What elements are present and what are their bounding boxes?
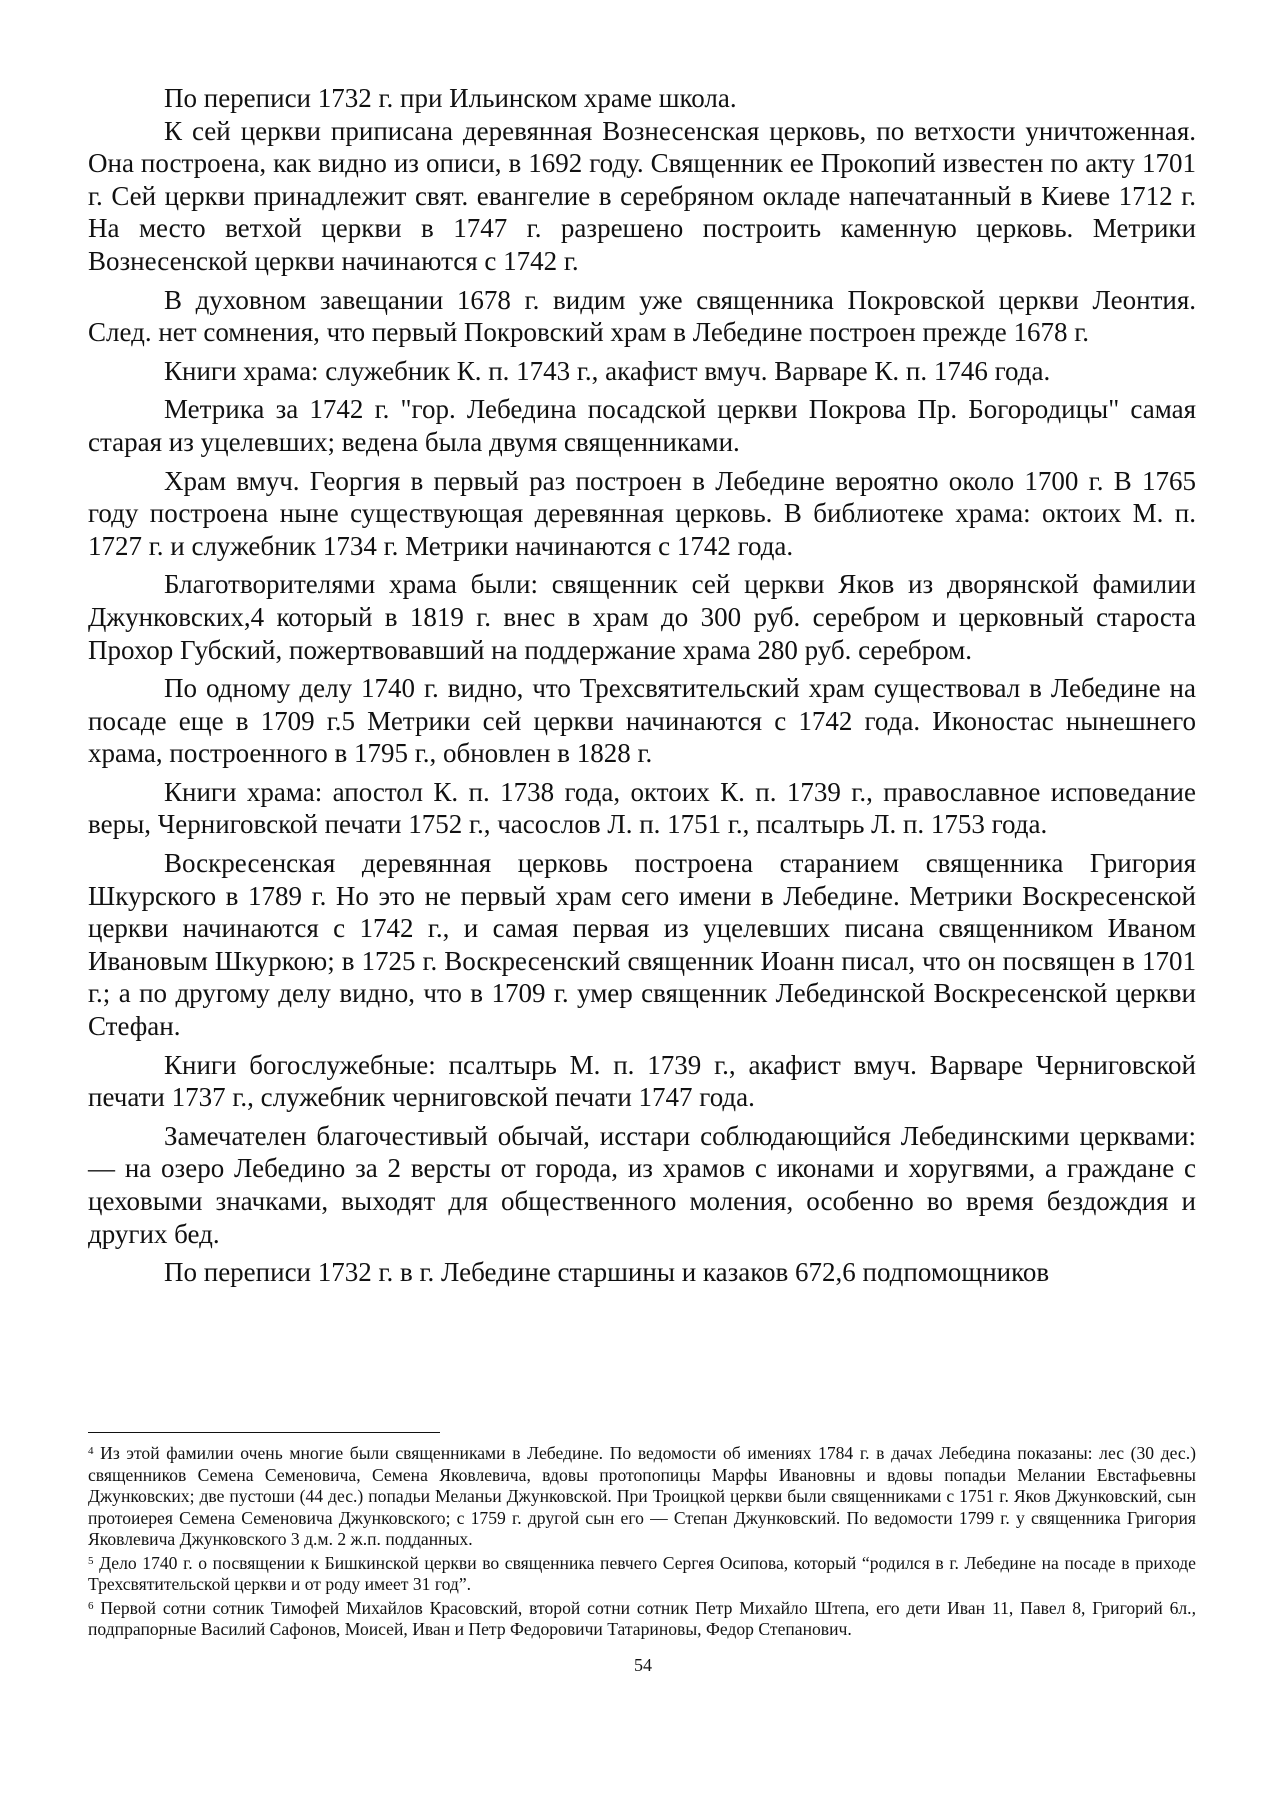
paragraph: По переписи 1732 г. в г. Лебедине старшины и казаков 672,6 подпомощников bbox=[164, 1257, 1050, 1288]
paragraph: Благотворителями храма были: священник сей церкви Яков из дворянской фамилии Джунковских,4 который в 1819 г. внес в храм до 300 руб. серебром и церковный староста Прохор Губский, пожертвовавший на поддержание храма 280 руб. серебром. bbox=[88, 569, 1196, 665]
paragraph: В духовном завещании 1678 г. видим уже священника Покровской церкви Леонтия. След. нет сомнения, что первый Покровский храм в Лебедине построен прежде 1678 г. bbox=[88, 284, 1196, 348]
paragraph: По переписи 1732 г. при Ильинском храме школа. bbox=[164, 83, 737, 113]
footnote bbox=[88, 1553, 1196, 1596]
footnote-number: 4 bbox=[88, 1445, 94, 1457]
page-number: 54 bbox=[634, 1655, 652, 1675]
paragraph: Храм вмуч. Георгия в первый раз построен в Лебедине вероятно около 1700 г. В 1765 году построена ныне существующая деревянная церковь. В библиотеке храма: октоих М. п. 1727 г. и служебник 1734 г. Метрики начинаются с 1742 года. bbox=[88, 465, 1196, 561]
paragraph: Книги храма: апостол К. п. 1738 года, октоих К. п. 1739 г., православное исповедание веры, Черниговской печати 1752 г., часослов Л. п. 1751 г., псалтырь Л. п. 1753 года. bbox=[88, 776, 1196, 840]
footnote-number: 5 bbox=[88, 1554, 94, 1567]
footnotes bbox=[88, 1443, 1196, 1643]
footnote bbox=[88, 1443, 1196, 1551]
main-text bbox=[88, 82, 1196, 1289]
footnote bbox=[88, 1598, 1196, 1641]
footnote-number: 6 bbox=[88, 1599, 94, 1612]
paragraph: Воскресенская деревянная церковь построена старанием священника Григория Шкурского в 1789 г. Но это не первый храм сего имени в Лебедине. Метрики Воскресенской церкви начинаются с 1742 г., и самая первая из уцелевших писана священником Иваном Ивановым Шкуркою; в 1725 г. Воскресенский священник Иоанн писал, что он посвящен в 1701 г.; а по другому делу видно, что в 1709 г. умер священник Лебединской Воскресенской церкви Стефан. bbox=[88, 848, 1196, 1042]
paragraph: Замечателен благочестивый обычай, исстари соблюдающийся Лебединскими церквами: — на озеро Лебедино за 2 версты от города, из храмов с иконами и хоругвями, а граждане с цеховыми значками, выходят для общественного моления, особенно во время бездождия и других бед. bbox=[88, 1120, 1196, 1249]
footnote-text: Дело 1740 г. о посвящении к Бишкинской церкви во священника певчего Сергея Осипова, который “родился в г. Лебедине на посаде в приходе Трехсвятительской церкви и от роду имеет 31 год”. bbox=[88, 1552, 1196, 1594]
paragraph: Книги богослужебные: псалтырь М. п. 1739 г., акафист вмуч. Варваре Черниговской печати 1737 г., служебник черниговской печати 1747 года. bbox=[88, 1049, 1196, 1113]
footnote-text: Из этой фамилии очень многие были священниками в Лебедине. По ведомости об имениях 1784 г. в дачах Лебедина показаны: лес (30 дес.) священников Семена Семеновича, Семена Яковлевича, вдовы протопопицы Марфы Ивановны и вдовы попадьи Мелании Евстафьевны Джунковских; две пустоши (44 дес.) попадьи Меланьи Джунковской. При Троицкой церкви были священниками с 1751 г. Яков Джунковский, сын протоиерея Семена Семеновича Джунковского; с 1759 г. другой сын его — Степан Джунковский. По ведомости 1799 г. у священника Григория Яковлевича Джунковского 3 д.м. 2 ж.п. подданных. bbox=[88, 1443, 1196, 1549]
paragraph: Метрика за 1742 г. "гор. Лебедина посадской церкви Покрова Пр. Богородицы" самая старая из уцелевших; ведена была двумя священниками. bbox=[88, 394, 1196, 457]
footnote-separator bbox=[88, 1432, 440, 1433]
footnote-text: Первой сотни сотник Тимофей Михайлов Красовский, второй сотни сотник Петр Михайло Штепа, его дети Иван 11, Павел 8, Григорий 6л., подпрапорные Василий Сафонов, Моисей, Иван и Петр Федоровичи Татариновы, Федор Степанович. bbox=[88, 1597, 1196, 1639]
paragraph: Книги храма: служебник К. п. 1743 г., акафист вмуч. Варваре К. п. 1746 года. bbox=[164, 355, 1051, 386]
paragraph: По одному делу 1740 г. видно, что Трехсвятительский храм существовал в Лебедине на посаде еще в 1709 г.5 Метрики сей церкви начинаются с 1742 года. Иконостас нынешнего храма, построенного в 1795 г., обновлен в 1828 г. bbox=[88, 673, 1196, 769]
paragraph: К сей церкви приписана деревянная Вознесенская церковь, по ветхости уничтоженная. Она построена, как видно из описи, в 1692 году. Священник ее Прокопий известен по акту 1701 г. Сей церкви принадлежит свят. евангелие в серебряном окладе напечатанный в Киеве 1712 г. На место ветхой церкви в 1747 г. разрешено построить каменную церковь. Метрики Вознесенской церкви начинаются с 1742 г. bbox=[88, 115, 1196, 276]
